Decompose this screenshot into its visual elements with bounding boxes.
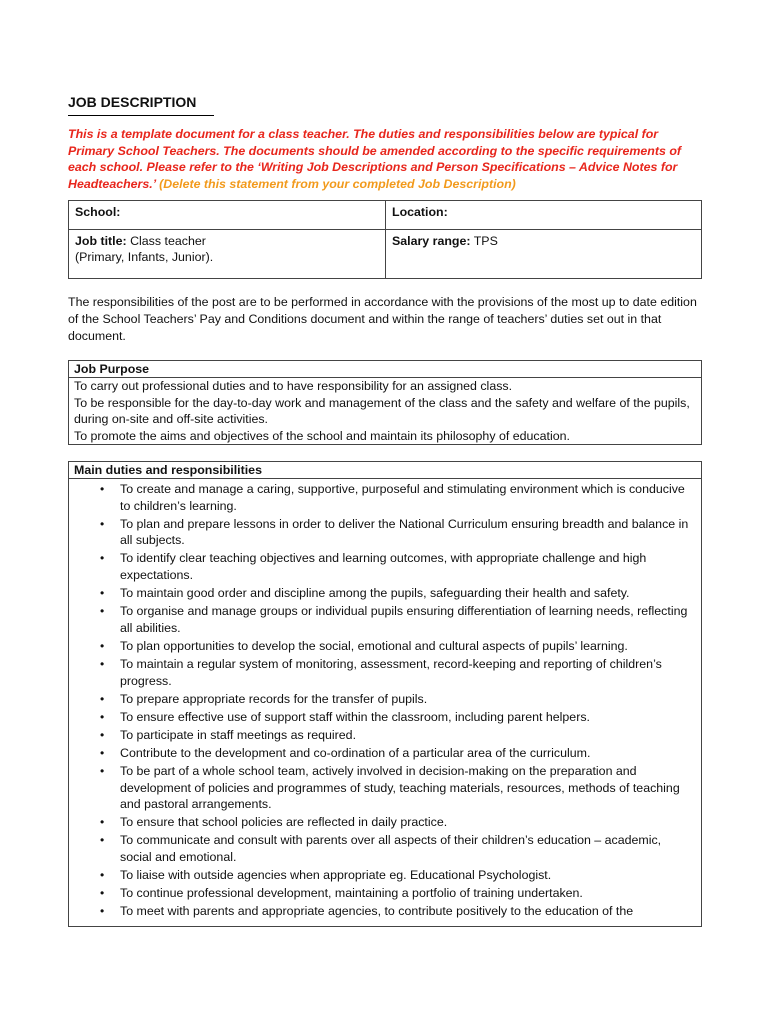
- list-item-text: To organise and manage groups or individual pupils ensuring differentiation of learning needs, reflecting all abilities.: [120, 604, 688, 635]
- list-item: [69, 691, 701, 708]
- bullet: •: [100, 745, 105, 760]
- job-purpose-box: [68, 360, 702, 445]
- list-item: [69, 727, 701, 744]
- job-purpose-body: [69, 378, 701, 444]
- list-item: [69, 603, 701, 636]
- duties-list: [69, 479, 701, 920]
- job-title-value: Class teacher: [130, 234, 206, 248]
- list-item-text: To ensure that school policies are reflected in daily practice.: [120, 815, 448, 830]
- bullet: •: [100, 516, 105, 531]
- bullet: •: [100, 604, 105, 619]
- location-cell: [386, 201, 702, 230]
- list-item: [69, 550, 701, 583]
- bullet: •: [100, 904, 105, 919]
- delete-statement-note: (Delete this statement from your completed Job Description): [159, 176, 516, 191]
- bullet: •: [100, 886, 105, 901]
- bullet: •: [100, 868, 105, 883]
- bullet: •: [100, 656, 105, 671]
- template-note: [68, 126, 702, 192]
- list-item-text: To communicate and consult with parents over all aspects of their children’s education – academic, social and emotional.: [120, 833, 662, 864]
- list-item: [69, 516, 701, 549]
- job-title-label: Job title:: [75, 234, 127, 248]
- bullet: •: [100, 638, 105, 653]
- job-title-cell: [69, 230, 386, 279]
- list-item-text: To continue professional development, maintaining a portfolio of training undertaken.: [120, 886, 583, 901]
- salary-value: TPS: [473, 234, 498, 248]
- list-item-text: To create and manage a caring, supportive, purposeful and stimulating environment which is conducive to children’s learning.: [120, 482, 685, 513]
- list-item: [69, 903, 701, 920]
- info-table: [68, 200, 702, 279]
- salary-cell: [386, 230, 702, 279]
- list-item: [69, 763, 701, 813]
- bullet: •: [100, 691, 105, 706]
- list-item: [69, 709, 701, 726]
- list-item: [69, 481, 701, 514]
- bullet: •: [100, 833, 105, 848]
- school-cell: [69, 201, 386, 230]
- bullet: •: [100, 815, 105, 830]
- list-item: [69, 745, 701, 762]
- list-item-text: To plan opportunities to develop the social, emotional and cultural aspects of pupils’ learning.: [120, 638, 628, 653]
- salary-label: Salary range:: [392, 234, 471, 248]
- list-item-text: To meet with parents and appropriate agencies, to contribute positively to the education of the: [120, 904, 634, 919]
- list-item: [69, 832, 701, 865]
- list-item-text: To identify clear teaching objectives and learning outcomes, with appropriate challenge and high expectations.: [120, 551, 647, 582]
- list-item-text: To maintain a regular system of monitoring, assessment, record-keeping and reporting of children’s progress.: [120, 656, 662, 688]
- list-item-text: To be part of a whole school team, actively involved in decision-making on the preparation and development of policies and programmes of study, teaching materials, resources, methods of teaching and pastoral arrangements.: [120, 764, 680, 812]
- template-note-text: This is a template document for a class teacher. The duties and responsibilities below are typical for Primary School Teachers. The documents should be amended according to the specific requirements of each school. Please refer to the ‘Writing Job Descriptions and Person Specifications – Advice Notes for Headteachers.’: [68, 127, 682, 191]
- list-item: [69, 638, 701, 655]
- list-item-text: To plan and prepare lessons in order to deliver the National Curriculum ensuring breadth and balance in all subjects.: [120, 516, 689, 548]
- list-item: [69, 867, 701, 884]
- list-item: [69, 656, 701, 689]
- job-purpose-line: To promote the aims and objectives of the school and maintain its philosophy of education.: [74, 428, 570, 443]
- list-item-text: To participate in staff meetings as required.: [120, 727, 357, 742]
- intro-paragraph: The responsibilities of the post are to be performed in accordance with the provisions of the most up to date edition of the School Teachers’ Pay and Conditions document and within the range of teachers’ duties set out in that document.: [68, 295, 697, 343]
- bullet: •: [100, 482, 105, 496]
- main-duties-heading: Main duties and responsibilities: [69, 462, 701, 479]
- job-purpose-heading: Job Purpose: [69, 361, 701, 378]
- bullet: •: [100, 764, 105, 778]
- bullet: •: [100, 586, 105, 601]
- list-item-text: To prepare appropriate records for the transfer of pupils.: [120, 691, 428, 706]
- list-item: [69, 885, 701, 902]
- job-purpose-line: To carry out professional duties and to have responsibility for an assigned class.: [74, 379, 513, 393]
- list-item-text: To ensure effective use of support staff within the classroom, including parent helpers.: [120, 709, 590, 724]
- bullet: •: [100, 709, 105, 724]
- school-label: School:: [75, 205, 121, 219]
- job-purpose-line: To be responsible for the day-to-day work and management of the class and the safety and welfare of the pupils, during on-site and off-site activities.: [74, 395, 690, 427]
- bullet: •: [100, 727, 105, 742]
- list-item: [69, 585, 701, 602]
- location-label: Location:: [392, 205, 448, 219]
- page-title: JOB DESCRIPTION: [68, 94, 214, 116]
- list-item-text: To maintain good order and discipline among the pupils, safeguarding their health and safety.: [120, 586, 630, 601]
- list-item-text: Contribute to the development and co-ordination of a particular area of the curriculum.: [120, 745, 591, 760]
- job-title-sub: (Primary, Infants, Junior).: [75, 250, 214, 264]
- list-item: [69, 814, 701, 831]
- bullet: •: [100, 551, 105, 566]
- main-duties-box: [68, 461, 702, 927]
- list-item-text: To liaise with outside agencies when appropriate eg. Educational Psychologist.: [120, 868, 552, 883]
